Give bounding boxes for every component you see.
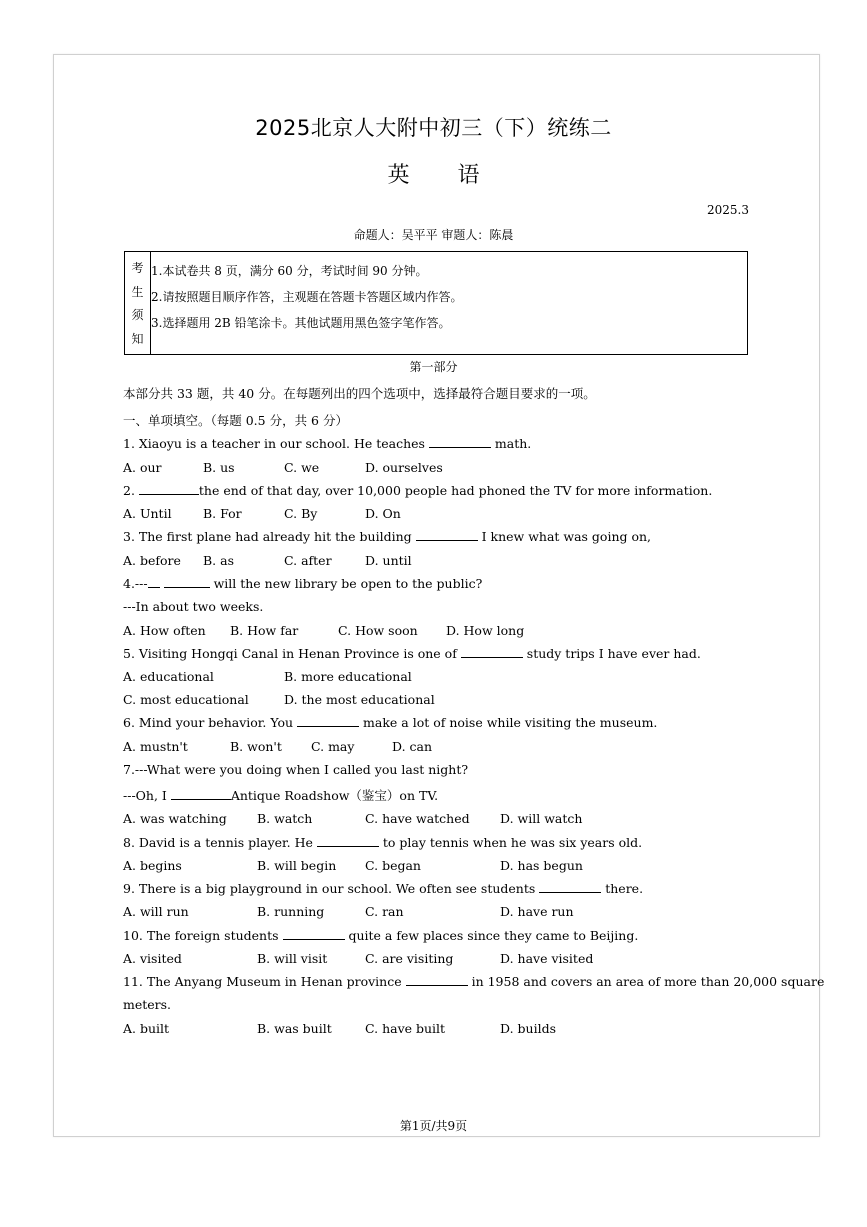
option: C. may bbox=[311, 739, 355, 754]
option: C. ran bbox=[365, 904, 404, 919]
option: D. On bbox=[365, 506, 401, 521]
question-text: study trips I have ever had. bbox=[522, 646, 701, 661]
option: C. By bbox=[284, 506, 318, 521]
question bbox=[123, 576, 482, 591]
option: B. as bbox=[203, 553, 234, 568]
notice-items bbox=[151, 252, 747, 354]
question-text: math. bbox=[490, 436, 532, 451]
option: B. was built bbox=[257, 1021, 332, 1036]
answer-blank bbox=[429, 437, 491, 448]
authors-line: 命题人：吴平平 审题人：陈晨 bbox=[353, 228, 514, 242]
notice-label-char: 考 bbox=[131, 261, 144, 276]
question: 7.---What were you doing when I called you last night? bbox=[123, 762, 469, 777]
page-footer: 第1页/共9页 bbox=[399, 1119, 468, 1133]
option: B. will visit bbox=[257, 951, 328, 966]
notice-label bbox=[125, 252, 151, 354]
option: B. How far bbox=[230, 623, 299, 638]
question-text: 10. The foreign students bbox=[123, 928, 283, 943]
question-text: I knew what was going on, bbox=[477, 529, 652, 544]
question-text: 6. Mind your behavior. You bbox=[123, 715, 298, 730]
notice-label-char: 生 bbox=[131, 284, 144, 299]
option: A. How often bbox=[123, 623, 206, 638]
answer-blank bbox=[297, 716, 359, 727]
question bbox=[123, 529, 651, 544]
option: C. after bbox=[284, 553, 332, 568]
option: D. have visited bbox=[500, 951, 594, 966]
option: D. has begun bbox=[500, 858, 583, 873]
option: A. Until bbox=[123, 506, 172, 521]
question-text: there. bbox=[601, 881, 644, 896]
question bbox=[123, 974, 824, 989]
option: A. visited bbox=[123, 951, 182, 966]
notice-item: 2.请按照题目顺序作答，主观题在答题卡答题区域内作答。 bbox=[151, 290, 463, 304]
option: B. won't bbox=[230, 739, 282, 754]
option: B. For bbox=[203, 506, 242, 521]
question bbox=[123, 881, 643, 896]
part-intro: 本部分共 33 题，共 40 分。在每题列出的四个选项中，选择最符合题目要求的一项。 bbox=[123, 386, 596, 401]
question-text: Antique Roadshow（鉴宝）on TV. bbox=[230, 788, 439, 803]
question-text: quite a few places since they came to Beijing. bbox=[344, 928, 639, 943]
question-continuation: meters. bbox=[123, 997, 172, 1012]
answer-blank bbox=[283, 929, 345, 940]
option: D. the most educational bbox=[284, 692, 435, 707]
question bbox=[123, 928, 638, 943]
option: C. have built bbox=[365, 1021, 446, 1036]
answer-blank bbox=[171, 789, 231, 800]
answer-blank bbox=[539, 882, 601, 893]
question-text: 1. Xiaoyu is a teacher in our school. He teaches bbox=[123, 436, 429, 451]
question bbox=[123, 483, 712, 498]
option: D. until bbox=[365, 553, 412, 568]
question-text: 5. Visiting Hongqi Canal in Henan Province is one of bbox=[123, 646, 461, 661]
option: D. have run bbox=[500, 904, 574, 919]
option: C. are visiting bbox=[365, 951, 454, 966]
question-text: make a lot of noise while visiting the museum. bbox=[359, 715, 658, 730]
question bbox=[123, 436, 531, 451]
subject-char: 英 bbox=[387, 163, 410, 188]
question bbox=[123, 646, 701, 661]
option: C. most educational bbox=[123, 692, 249, 707]
option: B. running bbox=[257, 904, 325, 919]
answer-blank bbox=[416, 530, 478, 541]
answer-blank bbox=[164, 577, 210, 588]
question-reply: ---In about two weeks. bbox=[123, 599, 264, 614]
notice-box bbox=[124, 251, 748, 355]
question bbox=[123, 715, 657, 730]
question-text: 4.--- bbox=[123, 576, 148, 591]
answer-blank bbox=[317, 836, 379, 847]
option: D. will watch bbox=[500, 811, 583, 826]
question-text: will the new library be open to the public? bbox=[209, 576, 483, 591]
option: C. began bbox=[365, 858, 421, 873]
part-title: 第一部分 bbox=[409, 360, 458, 374]
question bbox=[123, 835, 642, 850]
subject-char: 语 bbox=[457, 163, 480, 188]
option: D. How long bbox=[446, 623, 525, 638]
question-text: ---Oh, I bbox=[123, 788, 171, 803]
option: C. How soon bbox=[338, 623, 418, 638]
option: D. builds bbox=[500, 1021, 556, 1036]
question-text: 8. David is a tennis player. He bbox=[123, 835, 317, 850]
option: B. us bbox=[203, 460, 235, 475]
option: B. will begin bbox=[257, 858, 337, 873]
option: A. was watching bbox=[123, 811, 227, 826]
answer-blank bbox=[461, 647, 523, 658]
exam-title: 2025北京人大附中初三（下）统练二 bbox=[255, 116, 612, 140]
question-text: 3. The first plane had already hit the building bbox=[123, 529, 416, 544]
option: D. can bbox=[392, 739, 433, 754]
answer-blank bbox=[139, 484, 199, 495]
option: C. have watched bbox=[365, 811, 470, 826]
section-heading: 一、单项填空。（每题 0.5 分，共 6 分） bbox=[123, 413, 348, 428]
option: A. our bbox=[123, 460, 162, 475]
notice-label-char: 知 bbox=[131, 331, 144, 346]
question-text: the end of that day, over 10,000 people had phoned the TV for more information. bbox=[198, 483, 713, 498]
option: A. before bbox=[123, 553, 181, 568]
question-text: 11. The Anyang Museum in Henan province bbox=[123, 974, 406, 989]
notice-item: 3.选择题用 2B 铅笔涂卡。其他试题用黑色签字笔作答。 bbox=[151, 316, 451, 330]
option: A. built bbox=[123, 1021, 170, 1036]
exam-date: 2025.3 bbox=[707, 203, 749, 217]
notice-item: 1.本试卷共 8 页，满分 60 分，考试时间 90 分钟。 bbox=[151, 264, 428, 278]
question-text: 9. There is a big playground in our school. We often see students bbox=[123, 881, 540, 896]
option: A. educational bbox=[123, 669, 214, 684]
option: A. will run bbox=[123, 904, 189, 919]
subject-title bbox=[0, 158, 867, 189]
option: C. we bbox=[284, 460, 320, 475]
answer-blank bbox=[406, 975, 468, 986]
answer-blank bbox=[148, 577, 160, 588]
option: A. begins bbox=[123, 858, 182, 873]
question-text: in 1958 and covers an area of more than 20,000 square bbox=[467, 974, 825, 989]
question-text: to play tennis when he was six years old. bbox=[378, 835, 643, 850]
question-reply bbox=[123, 786, 438, 804]
notice-label-char: 须 bbox=[131, 308, 144, 323]
option: A. mustn't bbox=[123, 739, 188, 754]
option: B. more educational bbox=[284, 669, 412, 684]
question-text: 2. bbox=[123, 483, 139, 498]
option: D. ourselves bbox=[365, 460, 443, 475]
option: B. watch bbox=[257, 811, 313, 826]
